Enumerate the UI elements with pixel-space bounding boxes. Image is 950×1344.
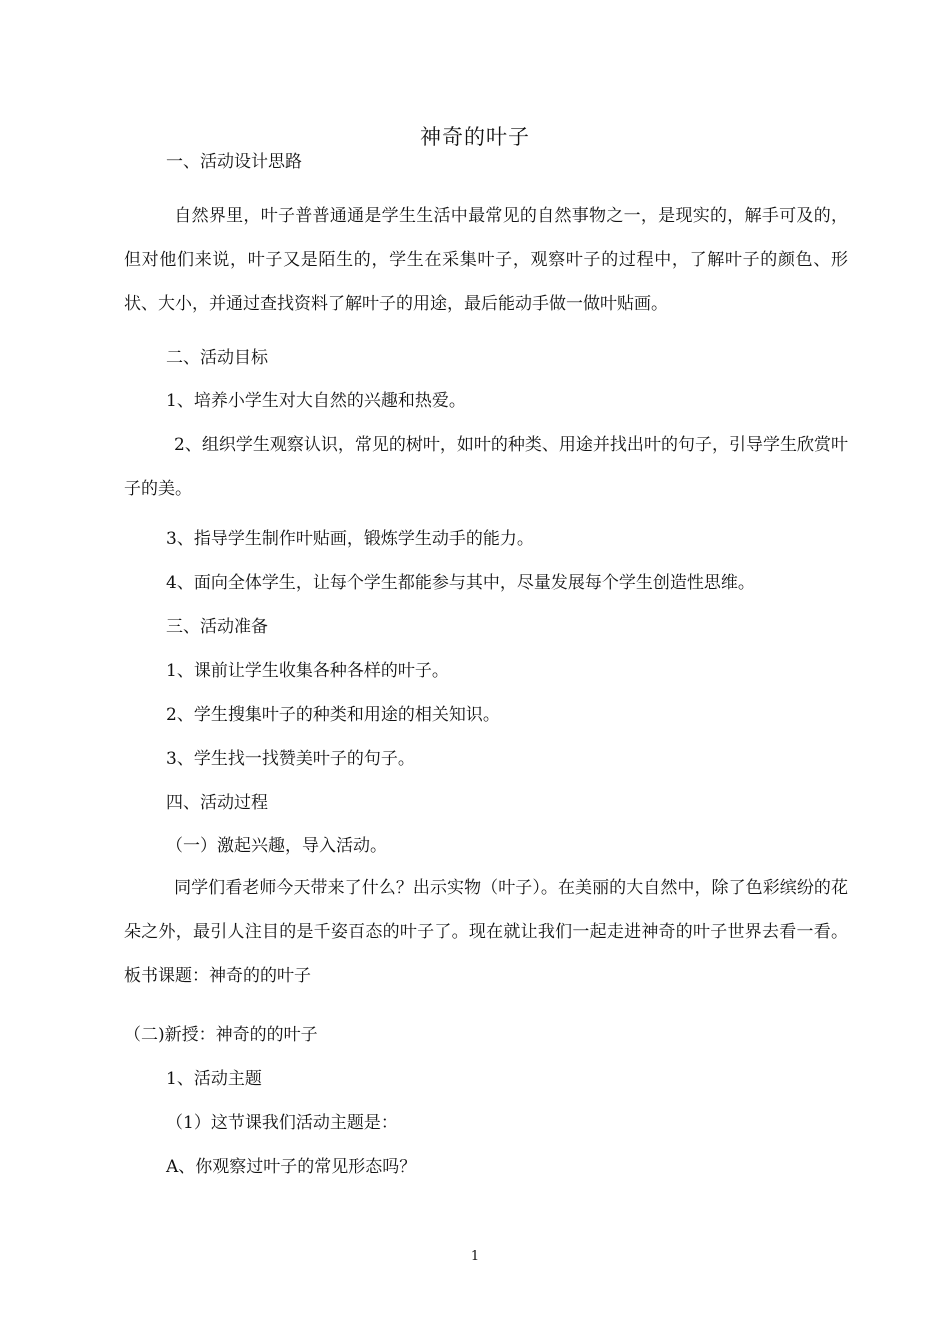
step1-paragraph xyxy=(124,866,848,998)
step1-paragraph-text: 同学们看老师今天带来了什么？出示实物（叶子）。在美丽的大自然中，除了色彩缤纷的花朵之外，最引人注目的是千姿百态的叶子了。现在就让我们一起走进神奇的叶子世界去看一看。板书课题：神奇的的叶子 xyxy=(124,878,848,986)
document-title: 神奇的叶子 xyxy=(420,125,530,149)
goal-item-4: 4、面向全体学生，让每个学生都能参与其中，尽量发展每个学生创造性思维。 xyxy=(166,573,755,593)
section-heading-process: 四、活动过程 xyxy=(166,793,268,813)
section-heading-preparation: 三、活动准备 xyxy=(166,617,268,637)
theme-sub-item: （1）这节课我们活动主题是： xyxy=(166,1113,398,1133)
goal-item-1: 1、培养小学生对大自然的兴趣和热爱。 xyxy=(166,391,466,411)
question-a: A、你观察过叶子的常见形态吗？ xyxy=(166,1157,417,1177)
intro-paragraph-text: 自然界里，叶子普普通通是学生生活中最常见的自然事物之一，是现实的，解手可及的，但对他们来说，叶子又是陌生的，学生在采集叶子，观察叶子的过程中，了解叶子的颜色、形状、大小，并通过查找资料了解叶子的用途，最后能动手做一做叶贴画。 xyxy=(124,206,848,314)
section-heading-design: 一、活动设计思路 xyxy=(166,152,302,172)
step-heading-2: （二)新授：神奇的的叶子 xyxy=(124,1025,318,1045)
goal-item-2-text: 2、组织学生观察认识，常见的树叶，如叶的种类、用途并找出叶的句子，引导学生欣赏叶子的美。 xyxy=(124,435,848,499)
preparation-item-1: 1、课前让学生收集各种各样的叶子。 xyxy=(166,661,449,681)
goal-item-2 xyxy=(124,423,848,511)
theme-heading: 1、活动主题 xyxy=(166,1069,262,1089)
intro-paragraph xyxy=(124,194,848,326)
step-heading-1: （一）激起兴趣，导入活动。 xyxy=(166,836,387,856)
preparation-item-2: 2、学生搜集叶子的种类和用途的相关知识。 xyxy=(166,705,500,725)
section-heading-goals: 二、活动目标 xyxy=(166,348,268,368)
page-number: 1 xyxy=(470,1249,480,1264)
preparation-item-3: 3、学生找一找赞美叶子的句子。 xyxy=(166,749,415,769)
goal-item-3: 3、指导学生制作叶贴画，锻炼学生动手的能力。 xyxy=(166,529,534,549)
